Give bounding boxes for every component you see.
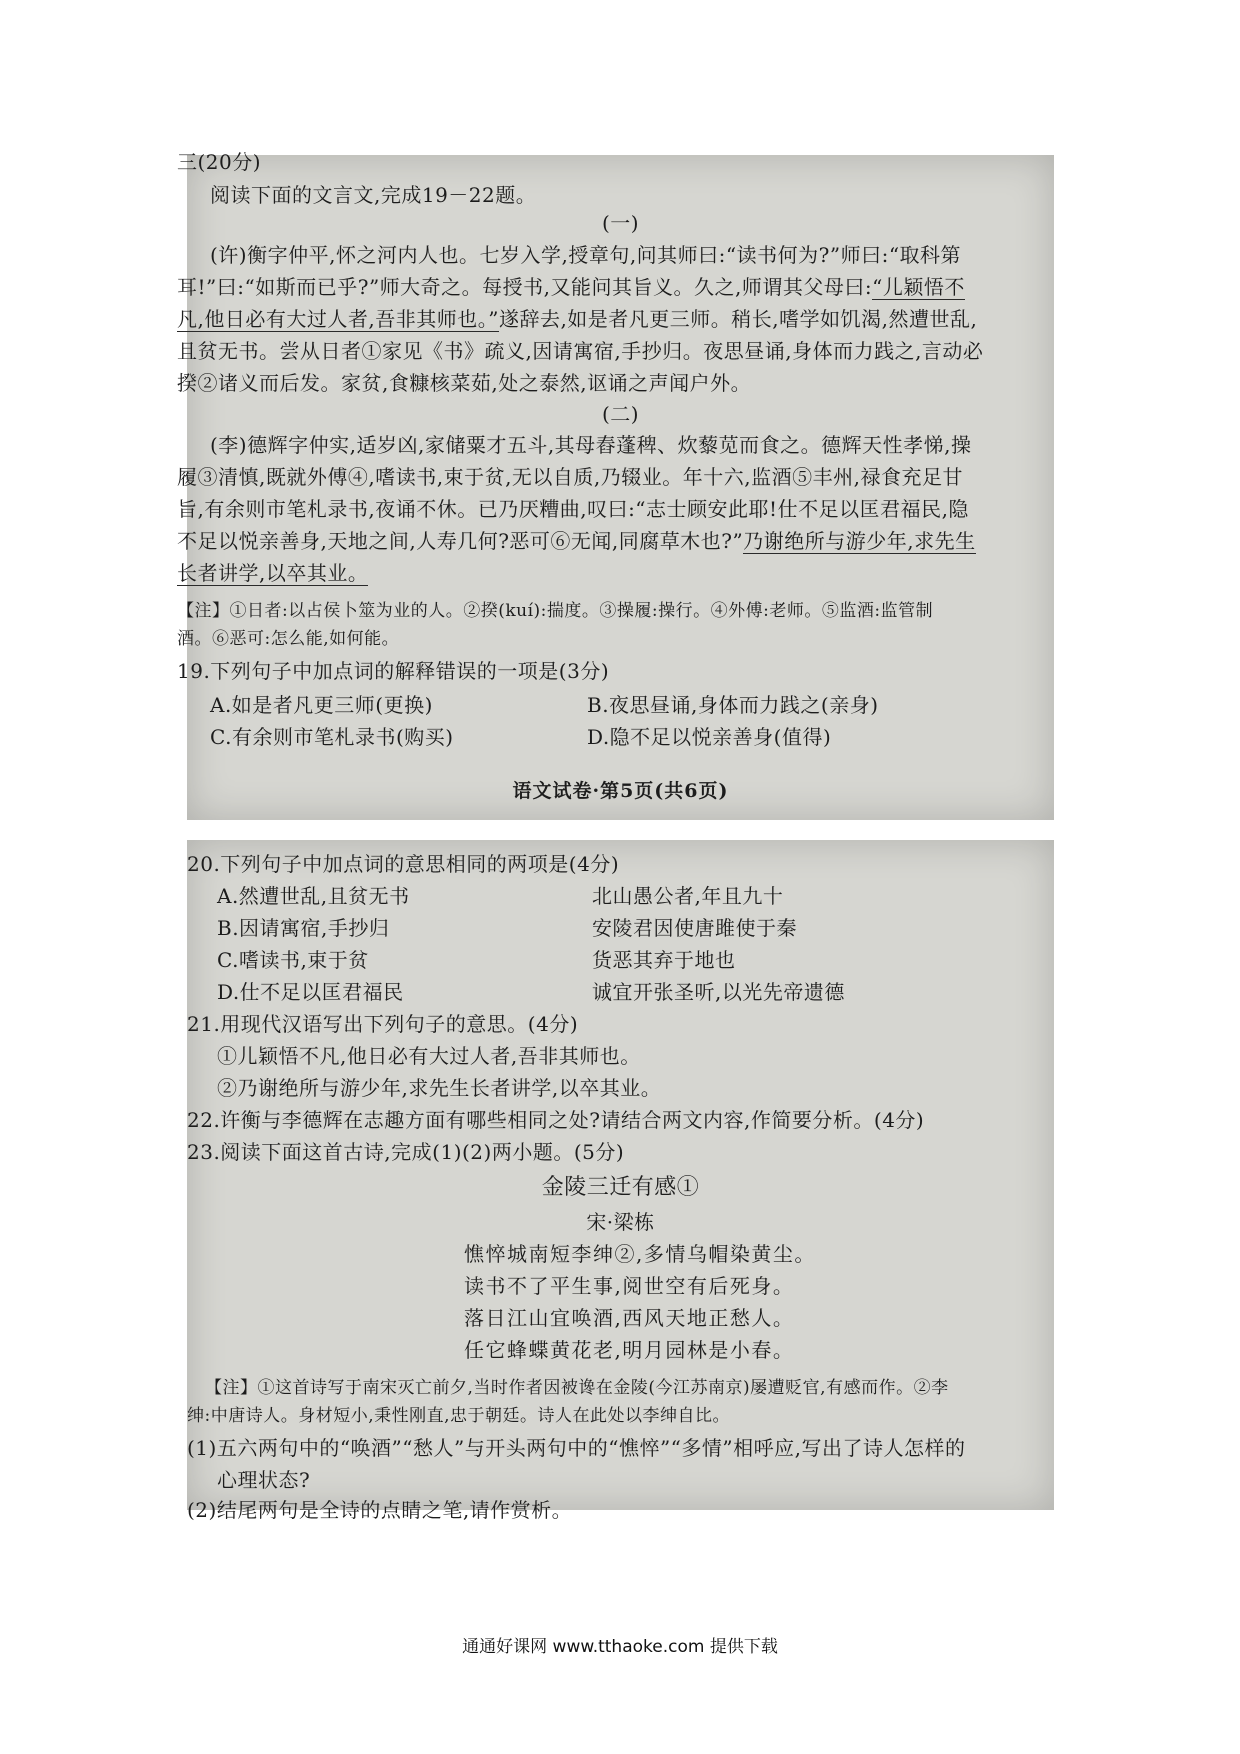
q20-row-d-left: D.仕不足以匡君福民: [217, 980, 404, 1004]
passage1-line-2: [177, 273, 965, 301]
exam-page-photo-1: [177, 150, 1054, 820]
q20-row-a-left: A.然遭世乱,且贫无书: [217, 884, 410, 908]
q23-sub2: (2)结尾两句是全诗的点睛之笔,请作赏析。: [187, 1498, 573, 1522]
q21-sentence-1: ①儿颖悟不凡,他日必有大过人者,吾非其师也。: [217, 1044, 641, 1068]
instruction: 阅读下面的文言文,完成19－22题。: [210, 183, 537, 207]
q20-row-c-left: C.嗜读书,束于贫: [217, 948, 369, 972]
q20-stem: 20.下列句子中加点词的意思相同的两项是(4分): [187, 852, 620, 876]
page-number-footer: 语文试卷·第5页(共6页): [512, 780, 729, 802]
note-line-1: 【注】①日者:以占侯卜筮为业的人。②揆(kuí):揣度。③操履:操行。④外傅:老师。⑤监酒:监管制: [177, 601, 934, 621]
q20-row-b-right: 安陵君因使唐雎使于秦: [592, 916, 797, 940]
passage1-line-4: 且贫无书。尝从日者①家见《书》疏义,因请寓宿,手抄归。夜思昼诵,身体而力践之,言动必: [177, 339, 984, 363]
note-line-2: 酒。⑥恶可:怎么能,如何能。: [177, 629, 400, 649]
poem-note-line-1: 【注】①这首诗写于南宋灭亡前夕,当时作者因被谗在金陵(今江苏南京)屡遭贬官,有感而作。②李: [205, 1378, 949, 1398]
passage2-line-2: 履③清慎,既就外傅④,嗜读书,束于贫,无以自质,乃辍业。年十六,监酒⑤丰州,禄食充足甘: [177, 465, 964, 489]
q20-row-b-left: B.因请寓宿,手抄归: [217, 916, 390, 940]
passage1-line-1: (许)衡字仲平,怀之河内人也。七岁入学,授章句,问其师曰:“读书何为?”师曰:“取科第: [210, 243, 962, 267]
poem-author: 宋·梁栋: [586, 1210, 655, 1234]
passage2-line-4-text: 不足以悦亲善身,天地之间,人寿几何?恶可⑥无闻,同腐草木也?”: [177, 529, 744, 553]
q23-sub1-line-1: (1)五六两句中的“唤酒”“愁人”与开头两句中的“憔悴”“多情”相呼应,写出了诗人怎样的: [187, 1436, 966, 1460]
passage2-line-4: [177, 527, 976, 555]
section-heading: 三(20分): [177, 150, 262, 174]
q20-row-d-right: 诚宜开张圣听,以光先帝遗德: [592, 980, 845, 1004]
q19-option-d: D.隐不足以悦亲善身(值得): [587, 725, 832, 749]
poem-note-line-2: 绅:中唐诗人。身材短小,秉性刚直,忠于朝廷。诗人在此处以李绅自比。: [187, 1406, 731, 1426]
q19-option-c: C.有余则市笔札录书(购买): [210, 725, 454, 749]
part2-title: (二): [601, 402, 640, 426]
exam-page-photo-2: [187, 840, 1054, 1522]
q19-stem: 19.下列句子中加点词的解释错误的一项是(3分): [177, 659, 610, 683]
q21-sentence-2: ②乃谢绝所与游少年,求先生长者讲学,以卒其业。: [217, 1076, 662, 1100]
underlined-sentence-1b: 凡,他日必有大过人者,吾非其师也。”: [177, 307, 499, 331]
poem-line-4: 任它蜂蝶黄花老,明月园林是小春。: [464, 1338, 795, 1362]
q20-row-a-right: 北山愚公者,年且九十: [592, 884, 784, 908]
q19-option-a: A.如是者凡更三师(更换): [210, 693, 433, 717]
poem-line-3: 落日江山宜唤酒,西风天地正愁人。: [464, 1306, 795, 1330]
part1-title: (一): [601, 211, 640, 235]
underlined-sentence-2a: 乃谢绝所与游少年,求先生: [743, 529, 976, 553]
underlined-sentence-2b: 长者讲学,以卒其业。: [177, 561, 369, 585]
passage1-line-3-text: 遂辞去,如是者凡更三师。稍长,嗜学如饥渴,然遭世乱,: [498, 307, 978, 331]
passage2-line-3: 旨,有余则市笔札录书,夜诵不休。已乃厌糟曲,叹曰:“志士顾安此耶!仕不足以匡君福民,隐: [177, 497, 969, 521]
poem-title: 金陵三迁有感①: [541, 1175, 700, 1200]
underlined-sentence-1a: “儿颖悟不: [872, 275, 965, 299]
passage1-line-3: [177, 305, 977, 333]
poem-line-1: 憔悴城南短李绅②,多情乌帽染黄尘。: [464, 1242, 816, 1266]
passage2-line-5: [177, 559, 368, 587]
q22-stem: 22.许衡与李德辉在志趣方面有哪些相同之处?请结合两文内容,作简要分析。(4分): [187, 1108, 925, 1132]
q23-sub1-line-2: 心理状态?: [217, 1468, 311, 1492]
passage2-line-1: (李)德辉字仲实,适岁凶,家储粟才五斗,其母舂蓬稗、炊藜苋而食之。德辉天性孝悌,操: [210, 433, 972, 457]
q19-option-b: B.夜思昼诵,身体而力践之(亲身): [587, 693, 879, 717]
q23-stem: 23.阅读下面这首古诗,完成(1)(2)两小题。(5分): [187, 1140, 625, 1164]
poem-line-2: 读书不了平生事,阅世空有后死身。: [464, 1274, 795, 1298]
download-source-footer: 通通好课网 www.tthaoke.com 提供下载: [462, 1637, 778, 1657]
q20-row-c-right: 货恶其弃于地也: [592, 948, 736, 972]
q21-stem: 21.用现代汉语写出下列句子的意思。(4分): [187, 1012, 579, 1036]
passage1-line-5: 揆②诸义而后发。家贫,食糠核菜茹,处之泰然,讴诵之声闻户外。: [177, 371, 752, 395]
passage1-line-2-text: 耳!”曰:“如斯而已乎?”师大奇之。每授书,又能问其旨义。久之,师谓其父母曰:: [177, 275, 873, 299]
